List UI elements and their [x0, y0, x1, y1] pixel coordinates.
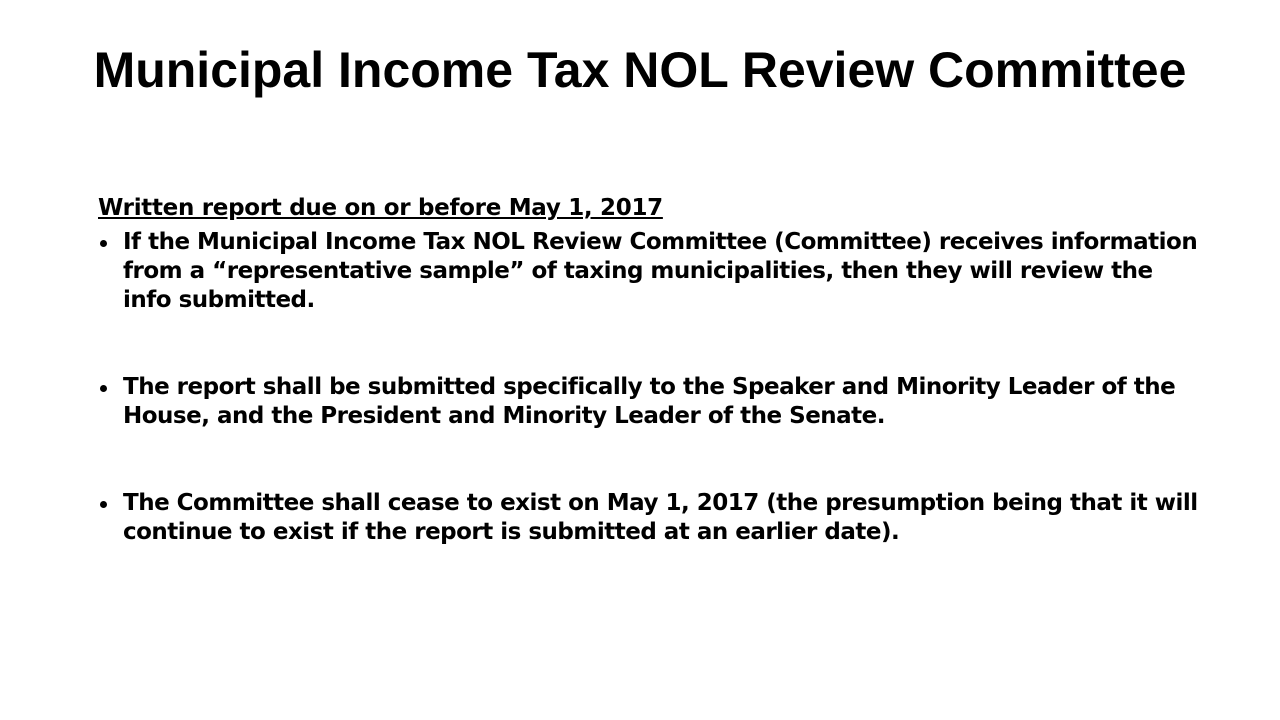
bullet-text: The report shall be submitted specifically to the Speaker and Minority Leader of the House, and the President and Minority Leader of the Senate. [123, 374, 1176, 429]
bullet-item [98, 489, 1198, 547]
slide-content [98, 192, 1198, 605]
bullet-item [98, 373, 1198, 431]
bullet-icon [100, 240, 107, 247]
bullet-item [98, 228, 1198, 315]
bullet-text: The Committee shall cease to exist on May 1, 2017 (the presumption being that it will continue to exist if the report is submitted at an earlier date). [123, 490, 1198, 545]
slide-title: Municipal Income Tax NOL Review Committee [93, 42, 1187, 98]
bullet-text: If the Municipal Income Tax NOL Review Committee (Committee) receives information from a “representative sample” of taxing municipalities, then they will review the info submitted. [123, 229, 1198, 313]
bullet-icon [100, 501, 107, 508]
bullet-icon [100, 385, 107, 392]
report-due-heading: Written report due on or before May 1, 2017 [98, 195, 663, 221]
bullet-list [98, 228, 1198, 547]
